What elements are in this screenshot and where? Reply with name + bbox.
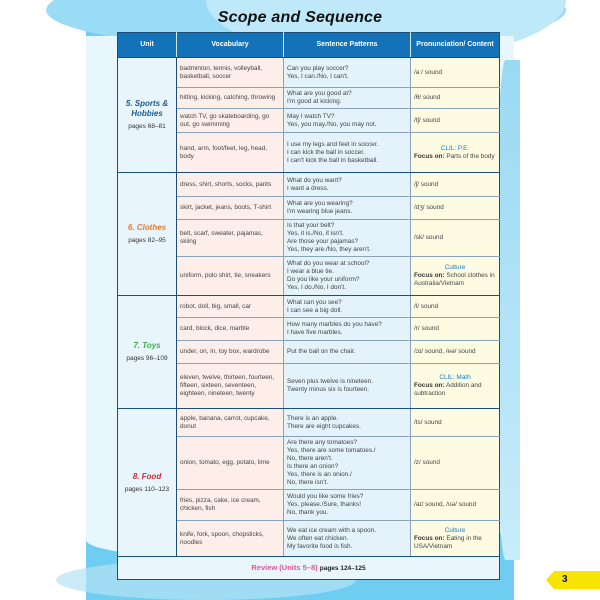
sentence-line: What do you want? [287,176,342,184]
pronunciation-cell: /dʒ/ sound [411,197,500,220]
pronunciation-cell: /z/ sound [411,437,500,490]
header-unit: Unit [118,33,177,58]
vocabulary-cell: card, block, dice, marble [177,318,284,341]
sentence-line: I'm good at kicking. [287,98,342,105]
review-cell [118,557,500,580]
header-sentence-patterns: Sentence Patterns [284,33,411,58]
sentence-line: Yes, I do./No, I don't. [287,284,346,291]
unit-pages: pages 110–123 [124,485,170,493]
sentence-line: Are those your pajamas? [287,238,359,245]
unit-pages: pages 68–81 [128,123,166,130]
unit-name: 8. Food [132,471,162,481]
sentence-line: How many marbles do you have? [287,321,382,328]
sentence-patterns-cell [284,173,411,197]
content-cell [411,364,500,409]
focus-line [414,382,496,398]
pronunciation-cell: /sk/ sound [411,220,500,257]
unit-name: 7. Toys [133,341,161,350]
review-row [118,557,500,580]
sentence-line: Twenty minus six is fourteen. [287,386,370,393]
badge-arrow [546,571,554,589]
sentence-line: I want a dress. [287,184,329,192]
unit-pages: pages 82–95 [128,237,166,244]
sentence-line: Yes, there is an onion./ [287,471,352,478]
focus-label: Focus on: [414,534,445,542]
sentence-line: My favorite food is fish. [287,542,353,550]
sentence-patterns-cell [284,133,411,173]
unit-cell [118,296,177,409]
vocabulary-cell: onion, tomato, egg, potato, lime [177,437,284,490]
pronunciation-cell: /tʃ/ sound [411,109,500,133]
unit-cell [118,173,177,296]
page-number: 3 [562,574,568,585]
pronunciation-cell: /ʃ/ sound [411,173,500,197]
sentence-line: What do you wear at school? [287,260,370,267]
vocabulary-cell: apple, banana, carrot, cupcake, donut [177,409,284,437]
sentence-line: We often eat chicken. [287,534,349,542]
sentence-line: Yes, please./Sure, thanks! [287,501,362,508]
focus-line [414,535,496,551]
sentence-line: What are you wearing? [287,200,353,207]
unit-pages: pages 96–109 [126,355,168,362]
vocabulary-cell: dress, shirt, shorts, socks, pants [177,173,284,197]
vocabulary-cell: hitting, kicking, catching, throwing [177,88,284,109]
sentence-patterns-cell [284,58,411,88]
sentence-line: Yes, it is./No, it isn't. [287,230,344,237]
pronunciation-cell: /r/ sound [411,318,500,341]
sentence-patterns-cell [284,220,411,257]
vocabulary-cell: badminton, tennis, volleyball, basketball, soccer [177,58,284,88]
vocabulary-cell: knife, fork, spoon, chopsticks, noodles [177,521,284,557]
sentence-line: I can kick the ball in soccer. [287,148,365,156]
pronunciation-cell: /θ/ sound [411,88,500,109]
sentence-line: No, there aren't. [287,455,333,462]
sentence-line: Is there an onion? [287,463,339,470]
vocabulary-cell: hand, arm, foot/feet, leg, head, body [177,133,284,173]
review-title: Review (Units 5–8) [251,562,318,572]
sentence-line: Is that your belt? [287,222,335,229]
sentence-line: No, there isn't. [287,479,329,486]
sentence-line: Yes, I can./No, I can't. [287,72,349,80]
unit-cell [118,409,177,557]
sentence-line: I use my legs and feet in soccer. [287,140,379,148]
table-row [118,58,500,88]
vocabulary-cell: belt, scarf, sweater, pajamas, skiing [177,220,284,257]
page-title: Scope and Sequence [217,9,383,26]
sentence-line: There is an apple. [287,414,339,422]
sentence-line: I can see a big doll. [287,306,343,314]
sentence-line: Put the ball on the chair. [287,348,356,355]
content-tag: CLIL: P.E. [440,144,470,152]
sentence-patterns-cell [284,109,411,133]
sentence-line: Yes, they are./No, they aren't. [287,246,371,253]
sentence-patterns-cell [284,88,411,109]
sentence-patterns-cell [284,490,411,521]
content-tag: Culture [444,264,466,271]
sentence-line: What can you see? [287,298,342,306]
sentence-line: I wear a blue tie. [287,268,334,275]
vocabulary-cell: under, on, in, toy box, wardrobe [177,341,284,364]
sentence-line: Would you like some fries? [287,493,364,500]
focus-label: Focus on: [414,152,445,160]
pronunciation-cell: /ts/ sound [411,409,500,437]
vocabulary-cell: eleven, twelve, thirteen, fourteen, fifteen, sixteen, seventeen, eighteen, nineteen, twenty [177,364,284,409]
vocabulary-cell: uniform, polo shirt, tie, sneakers [177,257,284,296]
table-row [118,409,500,437]
unit-cell [118,58,177,173]
table-row [118,173,500,197]
focus-text: School clothes in Australia/Vietnam [414,272,495,287]
page-number-badge [546,571,600,589]
sentence-line: I can't kick the ball in basketball. [287,156,379,164]
sentence-line: Are there any tomatoes? [287,439,357,446]
focus-text: Eating in the USA/Vietnam [414,534,482,550]
scope-sequence-table [117,32,500,580]
focus-line [414,153,496,161]
focus-line [414,272,496,288]
content-tag: CLIL: Math [439,374,471,381]
table-row [118,296,500,318]
pronunciation-cell: /aɪ/ sound, /ʊə/ sound [411,490,500,521]
content-cell [411,521,500,557]
focus-text: Parts of the body [446,152,495,160]
table-header-row [118,33,500,58]
sentence-line: There are eight cupcakes. [287,422,361,430]
sentence-patterns-cell [284,257,411,296]
content-cell [411,133,500,173]
header-vocabulary: Vocabulary [177,33,284,58]
focus-label: Focus on: [414,382,445,389]
sentence-line: I have five marbles. [287,329,343,336]
sentence-line: What are you good at? [287,90,352,97]
review-pages: pages 124–125 [319,564,366,572]
sentence-patterns-cell [284,318,411,341]
unit-name: 6. Clothes [127,223,167,232]
sentence-line: Do you like your uniform? [287,276,360,283]
pronunciation-cell: /ɔɪ/ sound, /eə/ sound [411,341,500,364]
badge-box [554,571,600,589]
sentence-patterns-cell [284,341,411,364]
pronunciation-cell: /l/ sound [411,296,500,318]
sentence-patterns-cell [284,437,411,490]
sentence-line: Yes, you may./No, you may not. [287,120,377,128]
sentence-line: I'm wearing blue jeans. [287,208,353,215]
vocabulary-cell: robot, doll, big, small, car [177,296,284,318]
sentence-line: Yes, there are some tomatoes./ [287,447,376,454]
sentence-line: Can you play soccer? [287,64,349,72]
pronunciation-cell: /aː/ sound [411,58,500,88]
page [86,0,568,600]
sentence-patterns-cell [284,409,411,437]
header-pronunciation: Pronunciation/ Content [411,33,500,58]
sentence-patterns-cell [284,197,411,220]
sentence-line: Seven plus twelve is nineteen. [287,378,373,385]
unit-name: 5. Sports & Hobbies [125,99,169,118]
vocabulary-cell: watch TV, go skateboarding, go out, go swimming [177,109,284,133]
sentence-line: No, thank you. [287,509,329,516]
vocabulary-cell: skirt, jacket, jeans, boots, T-shirt [177,197,284,220]
sentence-line: We eat ice cream with a spoon. [287,526,377,534]
sentence-patterns-cell [284,364,411,409]
focus-label: Focus on: [414,272,445,279]
content-cell [411,257,500,296]
sentence-patterns-cell [284,296,411,318]
content-tag: Culture [444,526,466,534]
focus-text: Addition and subtraction [414,382,482,397]
vocabulary-cell: fries, pizza, cake, ice cream, chicken, fish [177,490,284,521]
sentence-line: May I watch TV? [287,112,335,120]
sentence-patterns-cell [284,521,411,557]
